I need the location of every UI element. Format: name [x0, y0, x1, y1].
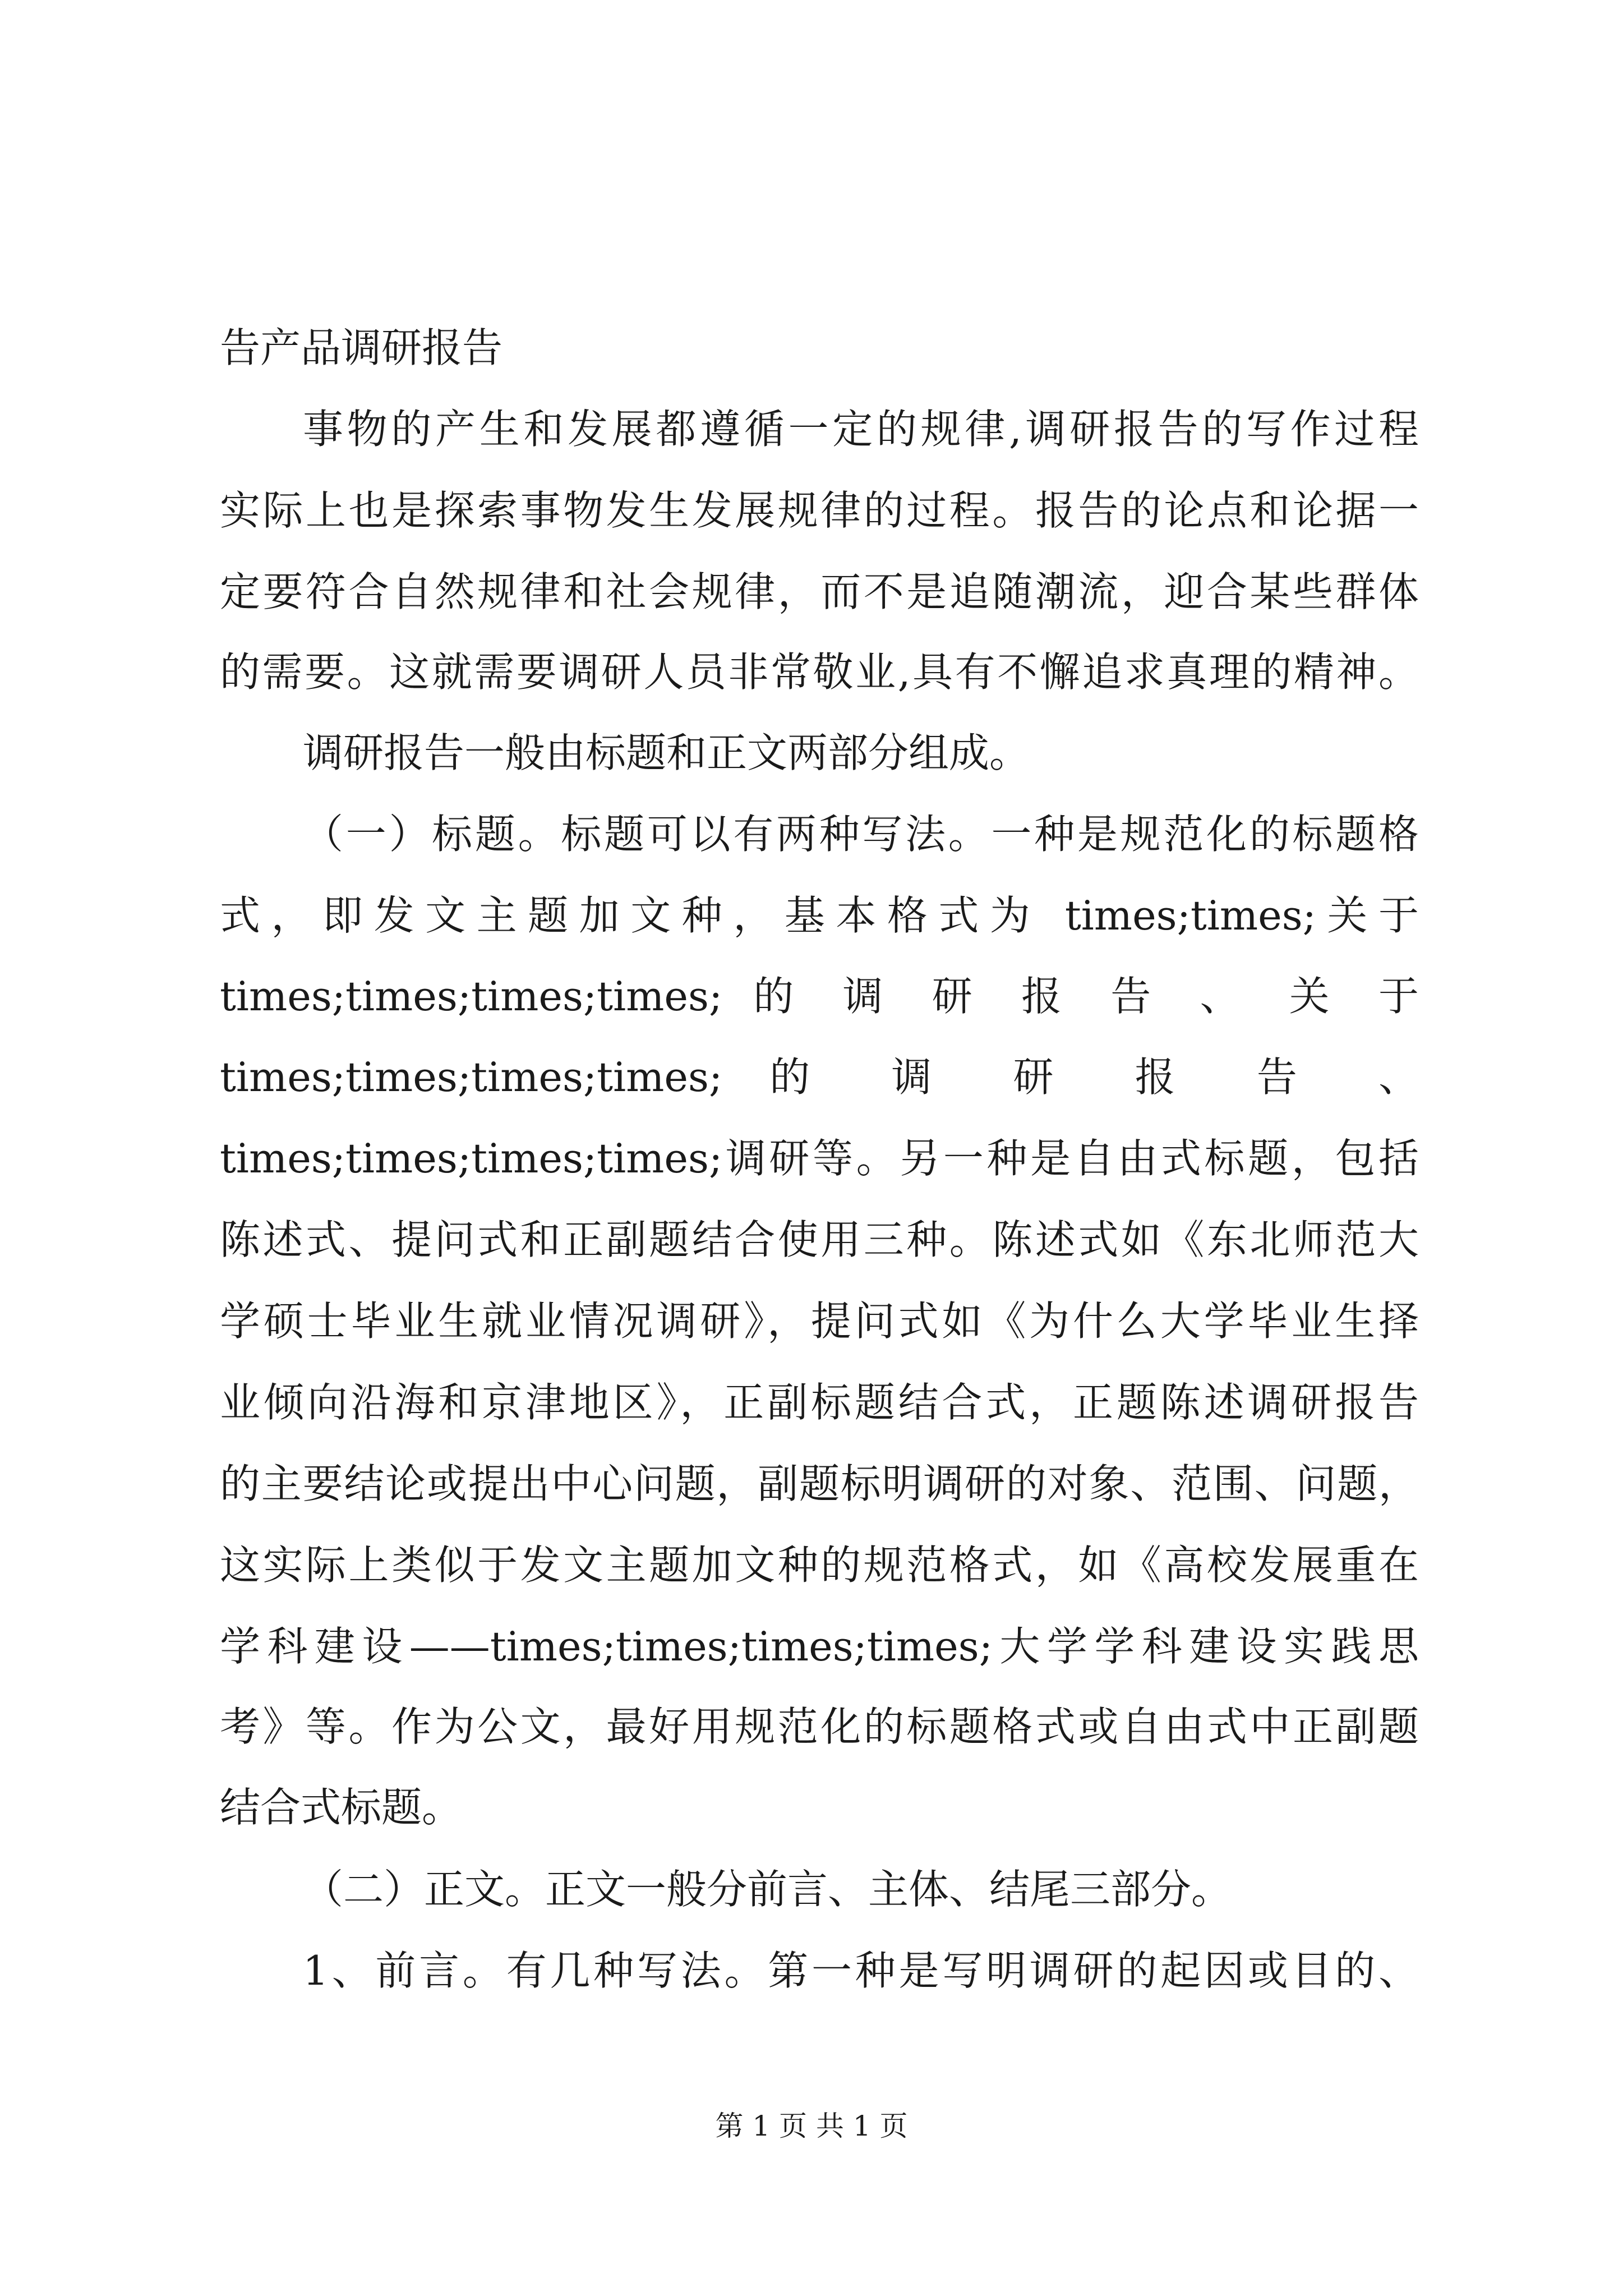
body-line: 调研报告一般由标题和正文两部分组成。: [303, 729, 1030, 776]
body-line: times;times;times;times;调研等。另一种是自由式标题，包括: [220, 1135, 1419, 1182]
body-line: 的主要结论或提出中心问题，副题标明调研的对象、范围、问题，: [220, 1460, 1419, 1507]
body-line: times;times;times;times; 的 调 研 报 告 、: [220, 1053, 1419, 1101]
body-line: 考》等。作为公文，最好用规范化的标题格式或自由式中正副题: [220, 1703, 1419, 1750]
body-line: 实际上也是探索事物发生发展规律的过程。报告的论点和论据一: [220, 487, 1419, 534]
body-line: 陈述式、提问式和正副题结合使用三种。陈述式如《东北师范大: [220, 1216, 1419, 1263]
body-line: （二）正文。正文一般分前言、主体、结尾三部分。: [303, 1866, 1232, 1913]
body-line: （一）标题。标题可以有两种写法。一种是规范化的标题格: [303, 811, 1419, 858]
body-line: 这实际上类似于发文主题加文种的规范格式，如《高校发展重在: [220, 1542, 1419, 1589]
body-line: 式，即发文主题加文种，基本格式为 times;times;关于: [220, 892, 1419, 939]
page-footer: 第 1 页 共 1 页: [715, 2110, 908, 2142]
body-line: 事物的产生和发展都遵循一定的规律,调研报告的写作过程: [303, 406, 1419, 453]
body-line: 学硕士毕业生就业情况调研》，提问式如《为什么大学毕业生择: [220, 1297, 1419, 1345]
body-line: 的需要。这就需要调研人员非常敬业,具有不懈追求真理的精神。: [220, 648, 1419, 696]
body-line: 业倾向沿海和京津地区》，正副标题结合式，正题陈述调研报告: [220, 1379, 1419, 1426]
body-line: 学科建设——times;times;times;times;大学学科建设实践思: [220, 1623, 1419, 1670]
body-line: 定要符合自然规律和社会规律，而不是追随潮流，迎合某些群体: [220, 568, 1419, 615]
body-line: times;times;times;times; 的 调 研 报 告 、 关 于: [220, 973, 1419, 1020]
body-line: 1、前言。有几种写法。第一种是写明调研的起因或目的、: [303, 1947, 1419, 1994]
body-line: 结合式标题。: [220, 1784, 463, 1831]
body-line: 告产品调研报告: [220, 324, 503, 371]
